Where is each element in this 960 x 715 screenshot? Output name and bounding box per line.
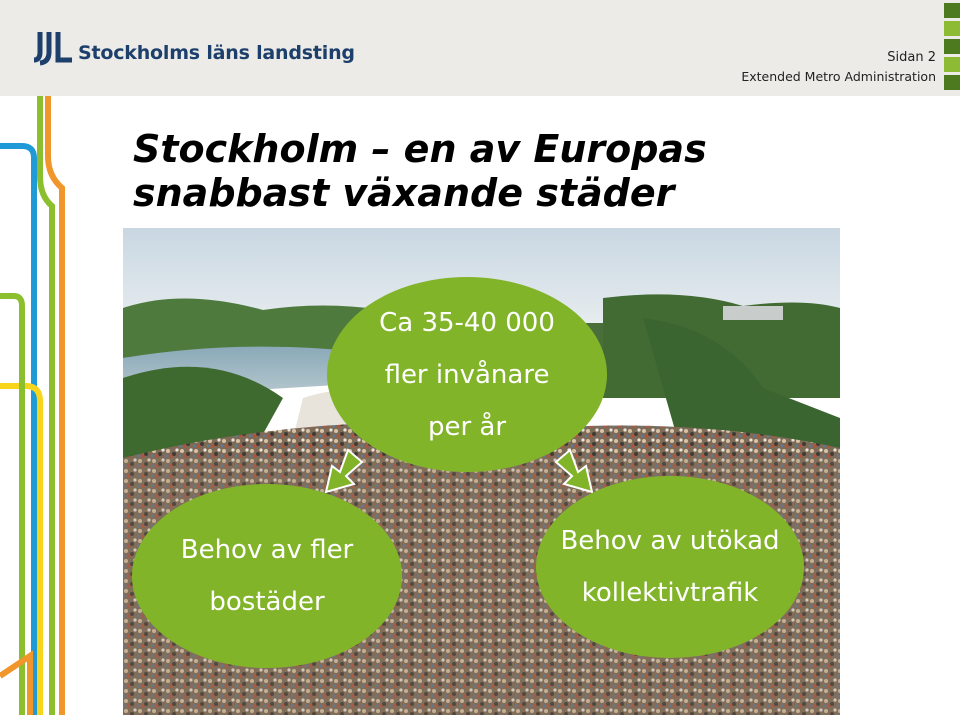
decorative-metro-lines: [0, 96, 80, 715]
logo-mark-icon: [34, 30, 74, 66]
bubble-top-line-3: per år: [427, 411, 507, 442]
bubble-right-line-1: Behov av utökad: [560, 526, 780, 556]
bubble-transit-need: [536, 476, 804, 658]
bubble-top-line-1: Ca 35-40 000: [379, 307, 555, 338]
bubble-left-line-1: Behov av fler: [180, 535, 354, 565]
document-title: Extended Metro Administration: [741, 69, 936, 84]
bubble-population-growth: [327, 277, 607, 472]
header-bar: [0, 0, 960, 96]
arrow-down-left-icon: [318, 446, 370, 496]
bubble-left-line-2: bostäder: [209, 587, 325, 617]
slide-title: [133, 127, 707, 215]
page-number: Sidan 2: [887, 50, 936, 65]
decorative-squares: [944, 3, 960, 93]
slide-title-line-1: Stockholm – en av Europas: [133, 127, 707, 171]
bubble-top-line-2: fler invånare: [384, 359, 550, 390]
slide-title-line-2: snabbast växande städer: [133, 171, 675, 215]
logo-text: Stockholms läns landsting: [78, 42, 355, 64]
bubble-right-line-2: kollektivtrafik: [581, 578, 759, 608]
arrow-down-right-icon: [548, 446, 600, 496]
bubble-housing-need: [132, 484, 402, 668]
